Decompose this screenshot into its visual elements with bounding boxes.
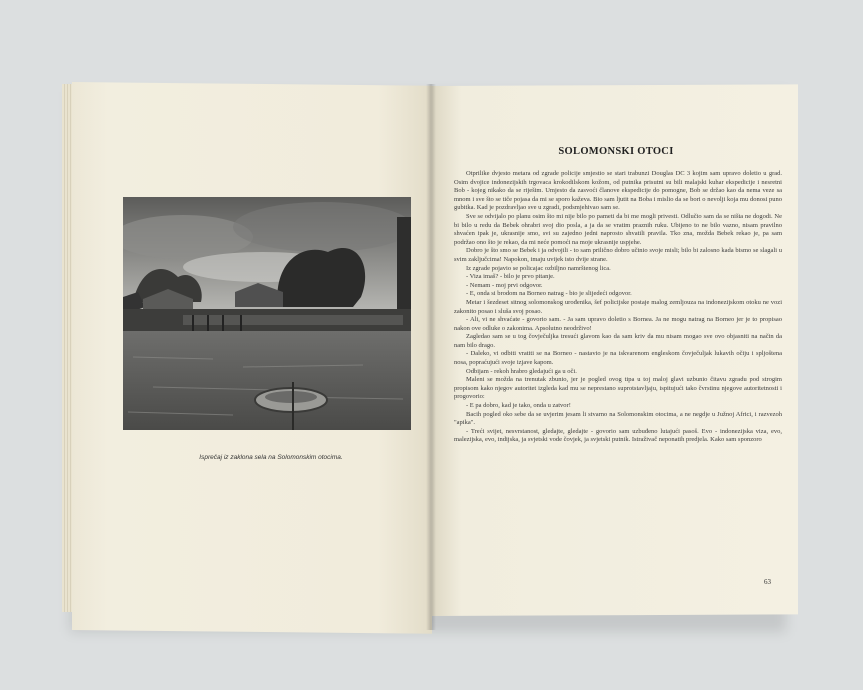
paragraph: Maleni se možda na trenutak zbunio, jer je pogled ovog tipa u toj maloj glavi uzbunio čitavu zgradu pod strogim propisom kako njegov autoritet izgleda kad mu se neprestano suprotstavljaju, ispitujući tako čvrstinu njegove autoritetnosti i progovorio: xyxy=(454,376,782,401)
paragraph: Iz zgrade pojavio se policajac ozbiljno namrštenog lica. xyxy=(466,264,611,272)
paragraph: - E, onda si brodom na Borneo natrag - bio je slijedeći odgovor. xyxy=(466,290,632,298)
page-number: 63 xyxy=(764,578,771,586)
paragraph: - Nemam - moj prvi odgovor. xyxy=(466,281,543,289)
paragraph: Zagledao sam se u tog čovječuljka tresući glavom kao da sam kriv da mu nisam mogao sve ovo objasniti na način da nam bilo drago. xyxy=(454,333,782,349)
book-gutter xyxy=(426,84,436,630)
paragraph: Dobro je što smo se Bebek i ja odvojili - to sam prilično dobro učinio svoje misli; bilo bi zalosno kada bismo se slagali u svim zaključcima! Napokon, imaju uvijek isto dvije strane. xyxy=(454,247,782,263)
paragraph: Metar i šezdeset sitnog solomonskog urođenika, šef policijske postaje malog zemljouza na indonezijskom otoku ne vozi zakonito posao i sluša svoj posao. xyxy=(454,298,782,315)
paragraph: Odbijam - rekoh hrabro gledajući ga u oči. xyxy=(466,367,577,375)
paragraph: Otprilike dvjesto metara od zgrade policije smjestio se stari trabunzi Douglas DC 3 kojim sam upravo doletio u grad. Osim dvojice indonezijskih trgovaca krokodilskom kožom, od putnika prisutni su bili malajski kuhar ekspedicije i nesretni Bob - kojeg nikako da se riješim. Umjesto da zasvoći članove ekspedicije do pomogne, Bob se držao kao da nema veze sa mnom i sve što se tiče pojasa da mi se sporo kaževa. Bio sam ljutit na Boba i mislio da se bori o nevolji koja mu donosi puno gubitka. Kad je pozdravljao sve u zgradi, podsmjehivao sam se. xyxy=(454,170,782,212)
body-text xyxy=(454,170,782,445)
paragraph: Sve se odvijalo po planu osim što mi nije bilo po pameti da bi me mogli privesti. Odlučio sam da se ništa ne dogodi. Ne bi bilo u redu da Bebek ohrabri svoj dio posla, a ja da se vratim praznih ruku. Ubijeno to ne bilo vazno, nisam pravilno shvaćen ipak je, ukrasnije smo, svi su zajedno jedni naprosto shvatili pravila. Tko zna, možda Bebek rekao je, pa sam podržao ono što je rekao, da mi neće pomoći na moje ukrasnije uspjehe. xyxy=(454,212,782,246)
paragraph: - Treći svijet, nesvrstanost, gledajte, gledajte - govorio sam uzbuđeno lutajući pasoš. Evo - indonezijska viza, evo, malezijska, evo, indijska, ja svjetski vode čovjek, ja svjetski putnik. Istraživač neponatih predjela. Kako sam sponzoro xyxy=(454,427,782,444)
paragraph: - E pa dobro, kad je tako, onda u zatvor! xyxy=(466,402,571,410)
village-photo-image xyxy=(123,197,411,430)
photo-caption: Isprečaj iz zaklona sela na Solomonskim otocima. xyxy=(199,454,343,461)
paragraph: - Viza imaš? - bilo je prvo pitanje. xyxy=(466,273,555,281)
village-photo xyxy=(123,197,411,430)
paragraph: Bacih pogled oko sebe da se uvjerim jesam li stvarno na Solomonskim otocima, a ne negdje u Južnoj Africi, i razvezoh "apika". xyxy=(454,410,782,427)
paragraph: - Ali, vi ne shvaćate - govorio sam. - Ja sam upravo doletio s Bornea. Ja ne mogu natrag na Borneo jer je to propisao nakon ove odluke o zakonima. Apsolutno neodrživo! xyxy=(454,316,782,332)
paragraph: - Daleko, vi odbiti vratiti se na Borneo - nastavio je na iskvarenom engleskom čovječuljak lukavih očiju i spljoštena nosa, popraćujući svoje izjave kapom. xyxy=(454,350,782,367)
chapter-heading: SOLOMONSKI OTOCI xyxy=(558,146,674,157)
